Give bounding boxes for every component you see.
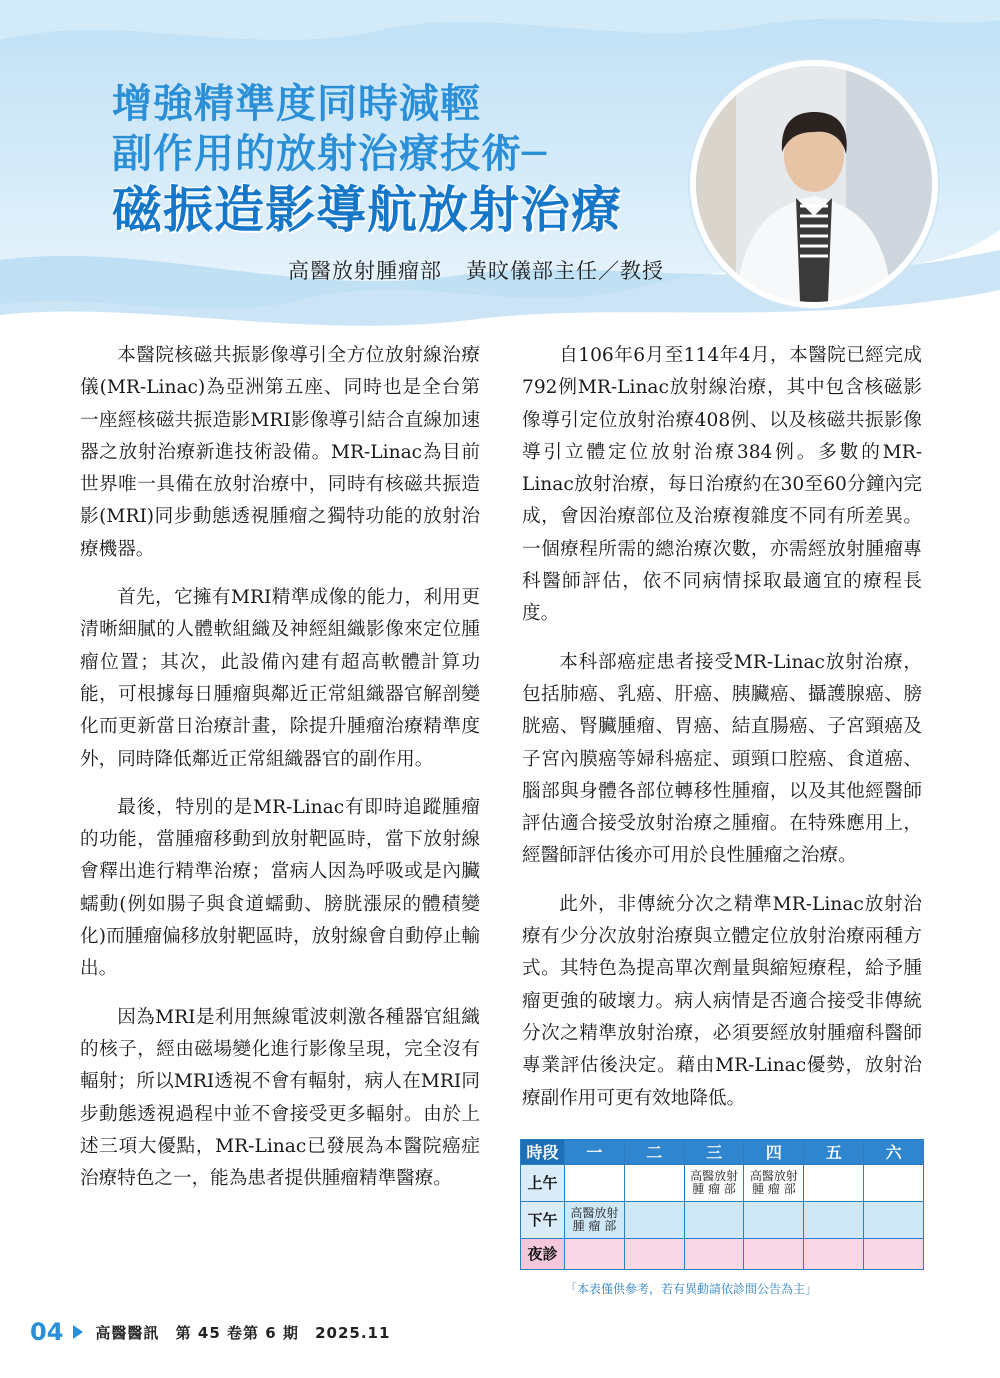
page-number: 04 [30,1318,64,1346]
schedule-row-night [521,1239,924,1270]
schedule-cell [624,1239,684,1270]
schedule-header-period: 時段 [521,1140,565,1165]
schedule-header-day: 三 [684,1140,744,1165]
author-name: 黃旼儀部主任／教授 [466,259,664,283]
publication-name: 高醫醫訊 [95,1323,160,1342]
schedule-header-day: 二 [624,1140,684,1165]
publication-date: 2025.11 [315,1323,391,1342]
schedule-row-label: 下午 [521,1202,565,1239]
article-title-line-2: 副作用的放射治療技術─ [112,131,548,177]
schedule-row-label: 夜診 [521,1239,565,1270]
schedule-cell [624,1202,684,1239]
article-paragraph: 自106年6月至114年4月，本醫院已經完成792例MR-Linac放射線治療，其中包含核磁影像導引定位放射治療408例、以及核磁共振影像導引立體定位放射治療384例。多數的MR-Linac放射治療，每日治療約在30至60分鐘內完成，會因治療部位及治療複雜度不同有所差異。一個療程所需的總治療次數，亦需經放射腫瘤專科醫師評估，依不同病情採取最適宜的療程長度。 [522,345,922,625]
schedule-cell: 高醫放射 腫 瘤 部 [684,1165,744,1202]
schedule-cell [624,1165,684,1202]
schedule-cell [684,1202,744,1239]
article-paragraph: 本科部癌症患者接受MR-Linac放射治療，包括肺癌、乳癌、肝癌、胰臟癌、攝護腺癌、膀胱癌、腎臟腫瘤、胃癌、結直腸癌、子宮頸癌及子宮內膜癌等婦科癌症、頭頸口腔癌、食道癌、腦部與身體各部位轉移性腫瘤，以及其他經醫師評估適合接受放射治療之腫瘤。在特殊應用上，經醫師評估後亦可用於良性腫瘤之治療。 [522,651,922,867]
schedule-cell [565,1165,625,1202]
schedule-cell [804,1165,864,1202]
clinic-schedule-table [520,1139,924,1270]
article-column-right [522,340,922,1131]
article-paragraph: 最後，特別的是MR-Linac有即時追蹤腫瘤的功能，當腫瘤移動到放射靶區時，當下放射線會釋出進行精準治療；當病人因為呼吸或是內臟蠕動(例如腸子與食道蠕動、膀胱漲尿的體積變化)而腫瘤偏移放射靶區時，放射線會自動停止輸出。 [80,796,480,980]
schedule-footnote: 「本表僅供參考，若有異動請依診間公告為主」 [565,1282,818,1296]
publication-volume: 第 45 卷第 6 期 [175,1323,299,1342]
author-byline [288,255,664,285]
schedule-header-day: 一 [565,1140,625,1165]
article-title-line-1: 增強精準度同時減輕 [112,81,481,127]
schedule-cell [744,1239,804,1270]
author-department: 高醫放射腫瘤部 [288,259,442,283]
schedule-cell [744,1202,804,1239]
schedule-cell [864,1239,924,1270]
schedule-cell [864,1202,924,1239]
author-portrait [690,60,938,308]
schedule-cell: 高醫放射 腫 瘤 部 [744,1165,804,1202]
schedule-row-afternoon [521,1202,924,1239]
article-paragraph: 首先，它擁有MRI精準成像的能力，利用更清晰細膩的人體軟組織及神經組織影像來定位腫瘤位置；其次，此設備內建有超高軟體計算功能，可根據每日腫瘤與鄰近正常組織器官解剖變化而更新當日治療計畫，除提升腫瘤治療精準度外，同時降低鄰近正常組織器官的副作用。 [80,587,480,770]
schedule-header-day: 四 [744,1140,804,1165]
portrait-illustration [696,66,932,302]
article-title-line-3: 磁振造影導航放射治療 [112,181,622,239]
article-column-left [80,340,480,1211]
triangle-arrow-icon [73,1325,83,1339]
schedule-cell [565,1239,625,1270]
article-paragraph: 此外，非傳統分次之精準MR-Linac放射治療有少分次放射治療與立體定位放射治療兩種方式。其特色為提高單次劑量與縮短療程，給予腫瘤更強的破壞力。病人病情是否適合接受非傳統分次之精準放射治療，必須要經放射腫瘤科醫師專業評估後決定。藉由MR-Linac優勢，放射治療副作用可更有效地降低。 [522,893,922,1109]
schedule-row-label: 上午 [521,1165,565,1202]
schedule-cell [804,1202,864,1239]
schedule-header-day: 五 [804,1140,864,1165]
schedule-cell [684,1239,744,1270]
schedule-cell [864,1165,924,1202]
schedule-cell [804,1239,864,1270]
schedule-row-morning [521,1165,924,1202]
schedule-cell: 高醫放射 腫 瘤 部 [565,1202,625,1239]
article-paragraph: 本醫院核磁共振影像導引全方位放射線治療儀(MR-Linac)為亞洲第五座、同時也是全台第一座經核磁共振造影MRI影像導引結合直線加速器之放射治療新進技術設備。MR-Linac為目前世界唯一具備在放射治療中，同時有核磁共振造影(MRI)同步動態透視腫瘤之獨特功能的放射治療機器。 [80,345,480,560]
page-footer [30,1318,400,1346]
schedule-header-day: 六 [864,1140,924,1165]
article-paragraph: 因為MRI是利用無線電波刺激各種器官組織的核子，經由磁場變化進行影像呈現，完全沒有輻射；所以MRI透視不會有輻射，病人在MRI同步動態透視過程中並不會接受更多輻射。由於上述三項大優點，MR-Linac已發展為本醫院癌症治療特色之一，能為患者提供腫瘤精準醫療。 [80,1006,480,1190]
